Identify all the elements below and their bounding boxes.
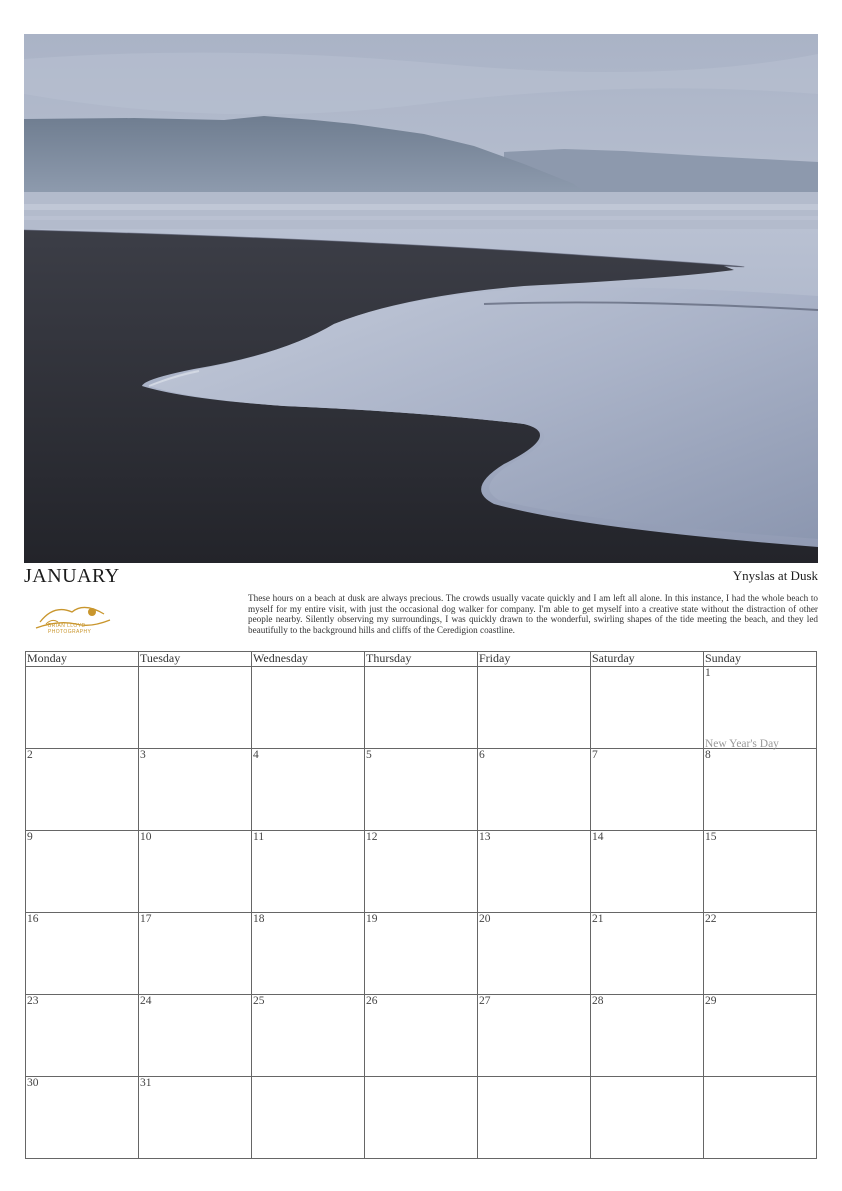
day-cell: 3 <box>139 749 252 831</box>
day-cell: 27 <box>478 995 591 1077</box>
day-cell: 17 <box>139 913 252 995</box>
day-cell: 24 <box>139 995 252 1077</box>
logo-text <box>48 624 118 635</box>
day-number: 1 <box>705 667 711 679</box>
day-cell: 7 <box>591 749 704 831</box>
week-row <box>26 913 817 995</box>
day-cell: 23 <box>26 995 139 1077</box>
day-cell: 15 <box>704 831 817 913</box>
day-cell: 22 <box>704 913 817 995</box>
day-cell: 18 <box>252 913 365 995</box>
day-cell <box>591 1077 704 1159</box>
day-cell: 14 <box>591 831 704 913</box>
weekday-header: Sunday <box>704 652 817 667</box>
day-cell <box>478 667 591 749</box>
holiday-label: New Year's Day <box>705 738 779 750</box>
day-cell: 19 <box>365 913 478 995</box>
day-cell: 8 <box>704 749 817 831</box>
logo-line-1: BRIAN LLOYD <box>48 623 86 629</box>
day-cell: 12 <box>365 831 478 913</box>
day-cell: 11 <box>252 831 365 913</box>
logo-line-2: PHOTOGRAPHY <box>48 628 92 635</box>
day-cell: 31 <box>139 1077 252 1159</box>
photo-description: These hours on a beach at dusk are always precious. The crowds usually vacate quickly and I am left all alone. In this instance, I had the whole beach to myself for my entire visit, with just the occasional dog walker for company. I'm able to get myself into a creative state without the distraction of other people nearby. Silently observing my surroundings, I was quickly drawn to the wonderful, swirling shapes of the tide meeting the beach, and they led beautifully to the background hills and cliffs of the Ceredigion coastline. <box>248 593 818 635</box>
day-cell <box>591 667 704 749</box>
week-row <box>26 995 817 1077</box>
day-cell: 21 <box>591 913 704 995</box>
month-title: JANUARY <box>24 565 120 587</box>
photo-caption: Ynyslas at Dusk <box>732 568 818 583</box>
day-cell: 4 <box>252 749 365 831</box>
day-cell <box>139 667 252 749</box>
week-row <box>26 667 817 749</box>
day-cell: 16 <box>26 913 139 995</box>
week-row <box>26 1077 817 1159</box>
landscape-photo <box>24 34 818 563</box>
day-cell <box>365 1077 478 1159</box>
weekday-header: Wednesday <box>252 652 365 667</box>
day-cell <box>252 1077 365 1159</box>
weekday-header: Thursday <box>365 652 478 667</box>
month-calendar-grid <box>25 651 817 1159</box>
week-row <box>26 749 817 831</box>
day-cell: 26 <box>365 995 478 1077</box>
weekday-header-row <box>26 652 817 667</box>
day-cell: 9 <box>26 831 139 913</box>
day-cell: 29 <box>704 995 817 1077</box>
day-cell: 28 <box>591 995 704 1077</box>
day-cell: 20 <box>478 913 591 995</box>
weekday-header: Monday <box>26 652 139 667</box>
day-cell <box>478 1077 591 1159</box>
day-cell: 5 <box>365 749 478 831</box>
day-cell: 2 <box>26 749 139 831</box>
weekday-header: Saturday <box>591 652 704 667</box>
day-cell: 6 <box>478 749 591 831</box>
day-cell <box>704 1077 817 1159</box>
day-cell <box>365 667 478 749</box>
day-cell: 13 <box>478 831 591 913</box>
day-cell: 10 <box>139 831 252 913</box>
day-cell <box>252 667 365 749</box>
day-cell: 25 <box>252 995 365 1077</box>
day-cell <box>26 667 139 749</box>
weekday-header: Tuesday <box>139 652 252 667</box>
weekday-header: Friday <box>478 652 591 667</box>
day-cell: 30 <box>26 1077 139 1159</box>
week-row <box>26 831 817 913</box>
day-cell-new-years <box>704 667 817 749</box>
